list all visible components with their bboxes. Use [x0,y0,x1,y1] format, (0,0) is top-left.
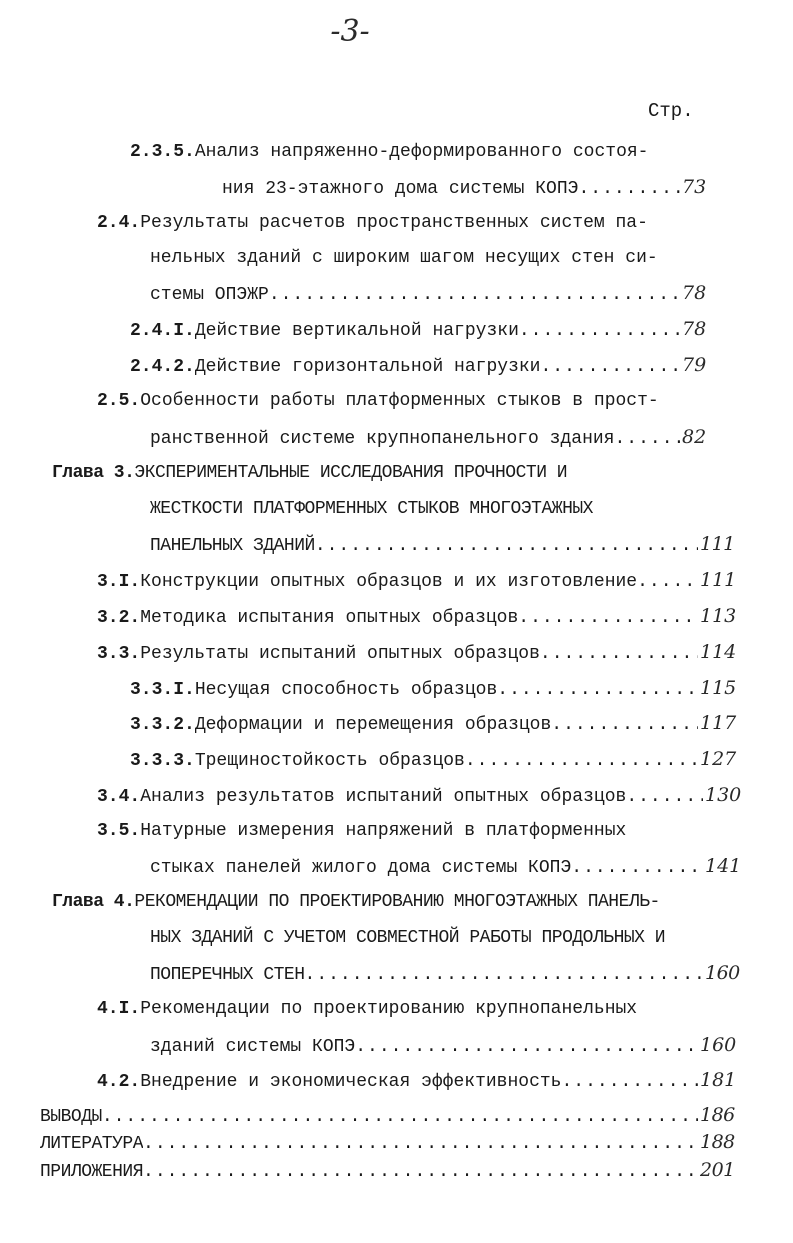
toc-page-ref: 141 [705,855,742,877]
toc-page-ref: 114 [700,641,737,663]
leader-dots [269,280,680,310]
toc-page-ref: 73 [682,176,707,198]
toc-page-ref: 186 [700,1104,735,1126]
toc-line [222,172,722,202]
toc-line [40,1127,740,1157]
toc-text: Трещиностойкость образцов [194,751,465,771]
toc-text: Несущая способность образцов [194,680,498,700]
toc-page-ref: 188 [700,1131,735,1153]
toc-page-ref: 78 [682,282,707,304]
toc-page-ref: 79 [682,354,707,376]
toc-page-ref: 201 [700,1159,735,1181]
toc-line [150,851,745,881]
toc-number: 3.3.3. [130,751,195,771]
toc-line [150,1030,740,1060]
toc-line [52,887,732,917]
toc-page-ref: 160 [705,962,740,984]
toc-number: 2.3.5. [130,142,195,162]
toc-number: Глава 3. [52,463,135,483]
leader-dots [637,567,698,597]
toc-number: 2.4.I. [130,321,195,341]
toc-line [150,923,740,953]
leader-dots [355,1032,698,1062]
toc-line [97,386,692,416]
toc-text: ПРИЛОЖЕНИЯ [40,1162,144,1182]
toc-line [40,1155,740,1185]
toc-page-ref: 113 [700,605,737,627]
toc-line [130,744,740,774]
toc-text: РЕКОМЕНДАЦИИ ПО ПРОЕКТИРОВАНИЮ МНОГОЭТАЖНЫХ ПАНЕЛЬ- [134,892,660,912]
toc-page-ref: 111 [700,533,735,555]
toc-text: Деформации и перемещения образцов [194,715,552,735]
toc-number: 4.2. [97,1072,141,1092]
toc-text: нельных зданий с широким шагом несущих стен си- [150,248,658,268]
toc-text: Действие горизонтальной нагрузки [194,357,541,377]
toc-text: ЛИТЕРАТУРА [40,1134,144,1154]
leader-dots [540,639,698,669]
toc-line [150,958,745,988]
toc-number: Глава 4. [52,892,135,912]
toc-text: Внедрение и экономическая эффективность [140,1072,562,1092]
leader-dots [626,782,703,812]
toc-text: ПАНЕЛЬНЫХ ЗДАНИЙ [150,536,315,556]
leader-dots [315,531,698,561]
toc-line [130,137,670,167]
toc-text: Действие вертикальной нагрузки [194,321,519,341]
leader-dots [551,710,698,740]
toc-number: 3.3.2. [130,715,195,735]
leader-dots [518,603,698,633]
toc-page-ref: 111 [700,569,737,591]
leader-dots [578,174,680,204]
toc-text: Особенности работы платформенных стыков в прост- [140,391,659,411]
toc-text: Методика испытания опытных образцов [140,608,519,628]
toc-number: 3.5. [97,821,141,841]
toc-line [40,1100,740,1130]
toc-number: 3.3.I. [130,680,195,700]
toc-text: ранственной системе крупнопанельного здания [150,429,615,449]
toc-text: Результаты испытаний опытных образцов [140,644,540,664]
toc-text: ВЫВОДЫ [40,1107,102,1127]
toc-text: Анализ результатов испытаний опытных образцов [140,787,627,807]
leader-dots [562,1067,699,1097]
leader-dots [614,424,680,454]
toc-page-ref: 127 [700,748,737,770]
toc-number: 2.4.2. [130,357,195,377]
toc-page-ref: 117 [700,712,737,734]
toc-line [130,673,740,703]
toc-page-ref: 181 [700,1069,737,1091]
toc-line [97,601,740,631]
leader-dots [305,960,703,990]
toc-number: 2.4. [97,213,141,233]
toc-text: Конструкции опытных образцов и их изготовление [140,572,638,592]
toc-text: ЖЕСТКОСТИ ПЛАТФОРМЕННЫХ СТЫКОВ МНОГОЭТАЖНЫХ [150,499,593,519]
leader-dots [465,746,698,776]
toc-text: ЭКСПЕРИМЕНТАЛЬНЫЕ ИССЛЕДОВАНИЯ ПРОЧНОСТИ И [134,463,568,483]
toc-text: Натурные измерения напряжений в платформенных [140,821,627,841]
toc-text: Анализ напряженно-деформированного состоя- [194,142,649,162]
toc-line [130,314,722,344]
leader-dots [540,352,680,382]
toc-page-ref: 115 [700,677,737,699]
toc-line [150,278,722,308]
toc-line [97,780,745,810]
toc-text: ПОПЕРЕЧНЫХ СТЕН [150,965,305,985]
toc-page-ref: 130 [705,784,742,806]
page-column-header: Стр. [648,100,694,122]
toc-line [97,1065,740,1095]
page-number: -3- [330,14,370,49]
toc-text: Рекомендации по проектированию крупнопанельных [140,999,638,1019]
toc-number: 3.4. [97,787,141,807]
toc-number: 4.I. [97,999,141,1019]
toc-text: стемы ОПЭЖР [150,285,269,305]
toc-text: НЫХ ЗДАНИЙ С УЧЕТОМ СОВМЕСТНОЙ РАБОТЫ ПРОДОЛЬНЫХ И [150,928,666,948]
toc-page-ref: 82 [682,426,707,448]
toc-text: стыках панелей жилого дома системы КОПЭ [150,858,572,878]
toc-line [97,994,697,1024]
toc-line [150,422,722,452]
toc-text: зданий системы КОПЭ [150,1037,356,1057]
toc-text: ния 23-этажного дома системы КОПЭ [222,179,579,199]
toc-line [130,708,740,738]
toc-line [97,565,740,595]
toc-text: Результаты расчетов пространственных систем па- [140,213,648,233]
toc-line [97,816,677,846]
toc-line [130,350,722,380]
leader-dots [519,316,680,346]
toc-number: 2.5. [97,391,141,411]
leader-dots [497,675,698,705]
toc-line [150,529,740,559]
leader-dots [571,853,703,883]
toc-number: 3.I. [97,572,141,592]
toc-line [97,637,740,667]
toc-number: 3.2. [97,608,141,628]
toc-number: 3.3. [97,644,141,664]
toc-line [97,208,687,238]
leader-dots [143,1157,698,1187]
toc-line [150,243,690,273]
toc-line [52,458,692,488]
toc-page-ref: 160 [700,1034,737,1056]
toc-page-ref: 78 [682,318,707,340]
toc-line [150,494,690,524]
